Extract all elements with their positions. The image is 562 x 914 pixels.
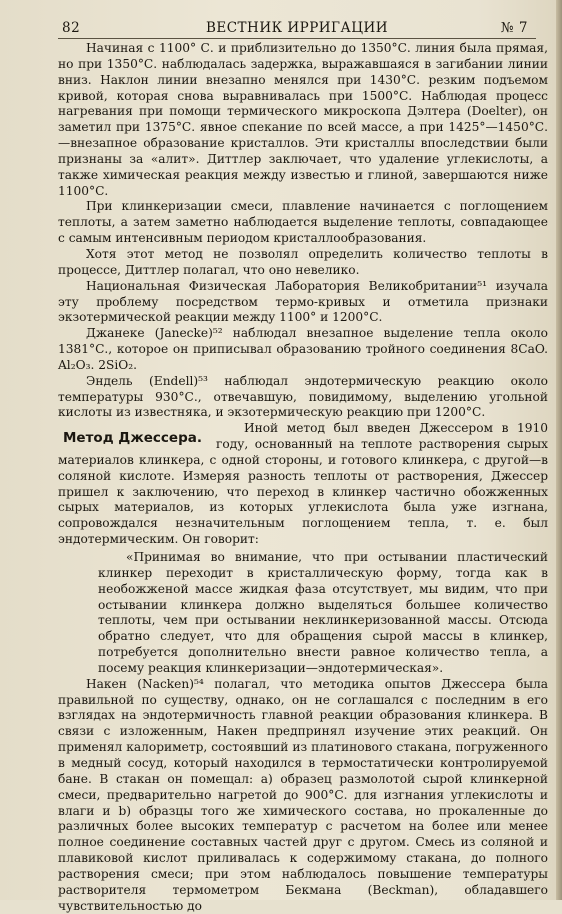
quote-text: «Принимая во внимание, что при остывании пластический клинкер переходит в кристаллическую форму, тогда как в необожженой массе жидкая фаза отсутствует, мы видим, что при остывании клинкера должно выделяться большее количество теплоты, чем при остывании неклинкеризованной массы. Отсюда обратно следует, что для обращения сырой массы в клинкер, потребуется дополнительно внести равное количество тепла, а посему реакция клинкеризации—эндотермическая». <box>98 550 548 675</box>
paragraph: Эндель (Endell)⁵³ наблюдал эндотермическую реакцию около температуры 930°С., отвечавшую, повидимому, выделению угольной кислоты из известняка, и экзотермическую реакцию при 1200°С. <box>58 373 548 420</box>
running-header <box>58 20 536 39</box>
paragraph: Национальная Физическая Лаборатория Великобритании⁵¹ изучала эту проблему посредством термо-кривых и отметила признаки экзотермической реакции между 1100° и 1200°С. <box>58 278 548 325</box>
page-spine-shadow <box>556 0 562 900</box>
section-heading: Метод Джессера. <box>63 430 202 447</box>
section-paragraph: Иной метод был введен Джессером в 1910 году, основанный на теплоте растворения сырых материалов клинкера, с одной стороны, и готового клинкера, с другой—в соляной кислоте. Измеряя разность теплоты от растворения, Джессер пришел к заключению, что переход в клинкер частично обожженных сырых материалов, из которых углекислота была уже изгнана, сопровождался незначительным поглощением тепла, т. е. был эндотермическим. Он говорит: <box>58 421 548 547</box>
paragraph: Накен (Nacken)⁵⁴ полагал, что методика опытов Джессера была правильной по существу, однако, он не соглашался с последним в его взглядах на эндотермичность главной реакции образования клинкера. В связи с изложенным, Накен предпринял изучение этих реакций. Он применял калориметр, состоявший из платинового стакана, погруженного в медный сосуд, который находился в термостатически контролируемой бане. В стакан он помещал: а) образец размолотой сырой клинкерной смеси, предварительно нагретой до 900°С. для изгнания углекислоты и влаги и b) образцы того же химического состава, но прокаленные до различных более высоких температур с расчетом на более или менее полное соединение составных частей друг с другом. Смесь из соляной и плавиковой кислот приливалась к содержимому стакана, до полного растворения смеси; при этом наблюдалось повышение температуры растворителя термометром Бекмана (Beckman), обладавшего чувствительностью до <box>58 676 548 913</box>
paragraph: Начиная с 1100° С. и приблизительно до 1350°С. линия была прямая, но при 1350°С. наблюдалась задержка, выражавшаяся в загибании линии вниз. Наклон линии внезапно менялся при 1430°С. резким подъемом кривой, которая снова выравнивалась при 1500°С. Наблюдая процесс нагревания при помощи термического микроскопа Дэлтера (Doelter), он заметил при 1375°С. явное спекание по всей массе, а при 1425°—1450°С.—внезапное образование кристаллов. Эти кристаллы впоследствии были признаны за «алит». Диттлер заключает, что удаление углекислоты, а также химическая реакция между известью и глиной, завершаются ниже 1100°С. <box>58 41 548 198</box>
paragraph: Джанеке (Janecke)⁵² наблюдал внезапное выделение тепла около 1381°С., которое он приписывал образованию тройного соединения 8CaO. Al₂O₃. 2SiO₂. <box>58 326 548 372</box>
paragraph: При клинкеризации смеси, плавление начинается с поглощением теплоты, а затем заметно наблюдается выделение теплоты, совпадающее с самым интенсивным периодом кристаллообразования. <box>58 199 548 246</box>
section-jesser <box>58 421 548 548</box>
block-quote <box>58 550 548 677</box>
issue-number: № 7 <box>500 20 528 36</box>
paragraph: Хотя этот метод не позволял определить количество теплоты в процессе, Диттлер полагал, что оно невелико. <box>58 246 548 277</box>
journal-title: ВЕСТНИК ИРРИГАЦИИ <box>205 20 389 36</box>
page-number: 82 <box>62 20 81 36</box>
body-text <box>58 41 548 914</box>
